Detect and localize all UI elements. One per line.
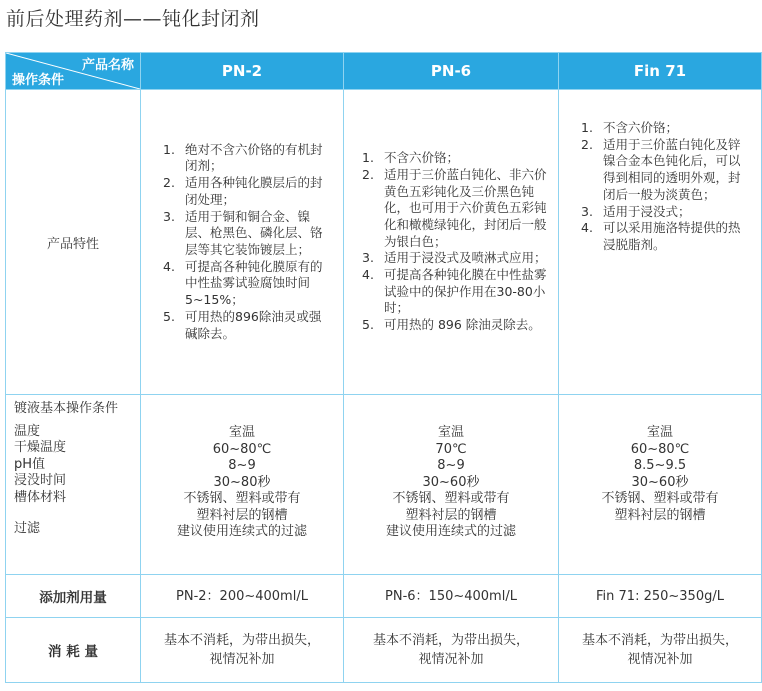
corner-header [6, 53, 141, 90]
feature-item: 3. 适用于浸没式； [581, 203, 691, 219]
feature-item: 1. 绝对不含六价铬的有机封闭剂； [163, 141, 323, 174]
dosage-fin71: Fin 71: 250~350g/L [559, 575, 762, 618]
ph-label: pH值 [14, 456, 46, 472]
filtration-value: 建议使用连续式的过滤 [176, 524, 307, 539]
dosage-label: 添加剂用量 [6, 575, 141, 618]
filtration-label: 过滤 [14, 521, 41, 536]
operating-conditions-label [6, 395, 141, 575]
operating-conditions-title: 镀液基本操作条件 [14, 401, 119, 416]
feature-item: 2. 适用于三价蓝白钝化及锌镍合金本色钝化后，可以得到相同的透明外观，封闭后一般为淡黄色； [581, 136, 741, 202]
corner-top-label: 产品名称 [81, 58, 134, 73]
consumption-pn6 [344, 618, 559, 683]
product-header-pn2: PN-2 [141, 53, 344, 90]
ph-value: 8.5~9.5 [633, 458, 687, 473]
consumption-text: 基本不消耗，为带出损失， [581, 633, 738, 648]
feature-item: 1. 不含六价铬； [581, 120, 679, 135]
tank-material-value: 不锈钢、塑料或带有 [601, 491, 719, 506]
feature-item: 3. 适用于浸没式及喷淋式应用； [362, 250, 547, 266]
operating-values-fin71 [559, 395, 762, 575]
features-pn2 [141, 90, 344, 395]
ph-value: 8~9 [437, 458, 465, 473]
consumption-text: 视情况补加 [418, 652, 484, 667]
feature-item: 2. 适用各种钝化膜层后的封闭处理； [163, 175, 323, 207]
spec-table [5, 52, 762, 683]
header-row [6, 53, 762, 90]
temperature-label: 温度 [14, 423, 41, 439]
dosage-pn6: PN-6：150~400ml/L [344, 575, 559, 618]
dosage-row [6, 575, 762, 618]
tank-material-value: 不锈钢、塑料或带有 [183, 491, 301, 506]
corner-bottom-label: 操作条件 [12, 73, 65, 88]
feature-item: 4. 可提高各种钝化膜在中性盐雾试验中的保护作用在30-80小时； [362, 267, 547, 316]
temperature-value: 室温 [437, 425, 464, 440]
features-label: 产品特性 [6, 90, 141, 395]
feature-item: 4. 可提高各种钝化膜原有的中性盐雾试验腐蚀时间5~15%； [163, 258, 323, 308]
features-pn6 [344, 90, 559, 395]
drying-temperature-label: 干燥温度 [14, 440, 67, 455]
ph-value: 8~9 [228, 458, 256, 473]
operating-values-pn6 [344, 395, 559, 575]
feature-item: 1. 不含六价铬； [362, 150, 460, 166]
tank-material-value: 不锈钢、塑料或带有 [392, 491, 510, 506]
temperature-value: 室温 [228, 425, 255, 440]
immersion-time-value: 30~80秒 [213, 474, 271, 490]
page-title: 前后处理药剂——钝化封闭剂 [6, 8, 260, 30]
immersion-time-value: 30~60秒 [422, 474, 480, 490]
product-header-fin71: Fin 71 [559, 53, 762, 90]
feature-item: 2. 适用于三价蓝白钝化、非六价黄色五彩钝化及三价黑色钝化，也可用于六价黄色五彩钝化和橄榄绿钝化，封闭后一般为银白色； [362, 166, 547, 249]
feature-item: 5. 可用热的 896 除油灵除去。 [362, 317, 541, 333]
filtration-value: 建议使用连续式的过滤 [385, 524, 516, 539]
tank-material-value: 塑料衬层的钢槽 [405, 507, 497, 523]
features-fin71 [559, 90, 762, 395]
drying-temperature-value: 60~80℃ [630, 441, 690, 457]
product-header-pn6: PN-6 [344, 53, 559, 90]
feature-item: 5. 可用热的896除油灵或强碱除去。 [163, 308, 322, 341]
immersion-time-label: 浸没时间 [14, 473, 67, 488]
features-row [6, 90, 762, 395]
tank-material-value: 塑料衬层的钢槽 [614, 507, 706, 523]
operating-conditions-row [6, 395, 762, 575]
tank-material-value: 塑料衬层的钢槽 [196, 507, 288, 523]
consumption-text: 基本不消耗，为带出损失， [372, 633, 529, 648]
operating-values-pn2 [141, 395, 344, 575]
temperature-value: 室温 [646, 425, 673, 440]
immersion-time-value: 30~60秒 [631, 474, 689, 490]
drying-temperature-value: 70℃ [435, 441, 467, 457]
tank-material-label: 槽体材料 [14, 489, 67, 505]
feature-item: 4. 可以采用施洛特提供的热浸脱脂剂。 [581, 220, 741, 252]
dosage-pn2: PN-2：200~400ml/L [141, 575, 344, 618]
consumption-fin71 [559, 618, 762, 683]
consumption-text: 视情况补加 [627, 652, 693, 667]
consumption-text: 视情况补加 [209, 652, 275, 667]
consumption-row [6, 618, 762, 683]
consumption-label: 消 耗 量 [6, 618, 141, 683]
drying-temperature-value: 60~80℃ [212, 441, 272, 457]
feature-item: 3. 适用于铜和铜合金、镍层、枪黑色、磷化层、铬层等其它装饰镀层上； [163, 208, 323, 257]
consumption-pn2 [141, 618, 344, 683]
consumption-text: 基本不消耗，为带出损失， [163, 633, 320, 648]
